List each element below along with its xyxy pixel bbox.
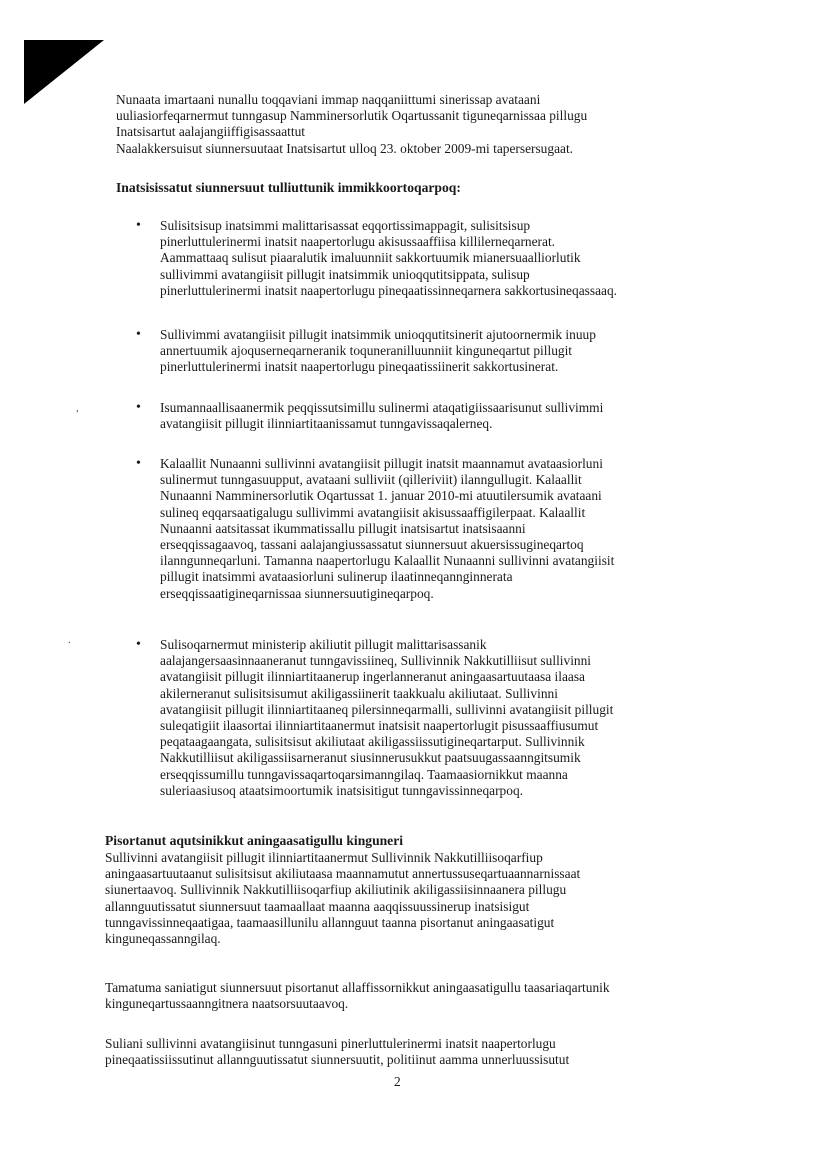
bullet-line: avatangiisit pillugit ilinniartitaaneq pilersinneqarmalli, sullivinni avatangiisit pillugit <box>160 701 614 717</box>
header-line: uuliasiorfeqarnermut tunngasup Namminersorlutik Oqartussanit tiguneqarnissaa pillugu <box>116 108 588 124</box>
paragraph-line: Tamatuma saniatigut siunnersuut pisortanut allaffissornikkut aningaasatigullu taasariaqartunik <box>105 980 610 995</box>
paragraph-line: Sullivinni avatangiisit pillugit ilinniartitaanermut Sullivinnik Nakkutilliisoqarfiup <box>105 850 543 865</box>
header-line: Inatsisartut aalajangiiffigisassaattut <box>116 124 306 140</box>
bullet-icon: • <box>136 637 141 652</box>
bullet-line: sulineq eqqarsaatigalugu sullivimmi avatangiisit akisussaaffigilerpaat. Kalaallit <box>160 504 586 520</box>
paragraph-line: Suliani sullivinni avatangiisinut tunngasuni pinerluttulerinermi inatsit naapertorlugu <box>105 1036 556 1051</box>
bullet-line: avatangiisit pillugit ilinniartitaanerup ingerlanneranut aningaasartuutaasa ilaasa <box>160 669 585 685</box>
bullet-text <box>160 327 740 376</box>
bullet-text <box>160 637 740 799</box>
document-header <box>116 92 756 157</box>
paragraph-line: pineqaatissiissutinut allannguutissatut siunnersuutit, politiinut aamma unnerluussisutut <box>105 1052 570 1068</box>
bullet-line: sullivimmi avatangiisit pillugit inatsimmik unioqqutitsippata, sulisup <box>160 266 530 282</box>
paragraph-line: siunertaavoq. Sullivinnik Nakkutilliisoqarfiup akiliutinik akiligassiisinnaanera pillugu <box>105 882 567 898</box>
bullet-line: erseqqissaatigineqarnissaa siunnersuutigineqarpoq. <box>160 585 434 601</box>
bullet-line: erseqqissumillu tunngavissaqartoqarsimanngilaq. Taamaasiornikkut maanna <box>160 766 568 782</box>
bullet-line: Kalaallit Nunaanni sullivinni avatangiisit pillugit inatsit maannamut avataasiorluni <box>160 456 603 471</box>
paragraph-line: aningaasartuutaanut sulisitsisut akiliutaasa maannamutut annertussuseqartuaannarnissaat <box>105 866 581 882</box>
bullet-line: ilanngunneqarluni. Tamanna naapertorlugu Kalaallit Nunaanni sullivinni avatangiisit <box>160 553 615 569</box>
paragraph-line: kinguneqassanngilaq. <box>105 931 221 947</box>
bullet-line: Aammattaaq sulisut piaaralutik imaluunniit sakkortuumik mianersuaalliorlutik <box>160 250 581 266</box>
page-number: 2 <box>394 1074 401 1089</box>
bullet-line: pinerluttulerinermi inatsit naapertorlugu akisussaaffiisa killilerneqarnerat. <box>160 234 556 250</box>
scan-mark: . <box>68 634 71 646</box>
bullet-line: akilerneranut sulisitsisumut akiligassiinerit taakkualu akiliutaat. Sullivinni <box>160 685 558 701</box>
bullet-line: sulinermut tunngasuupput, avataani sulliviit (qilleriviit) ilanngullugit. Kalaallit <box>160 472 582 488</box>
paragraph-line: tunngavissinneqaatigaa, taamaasillunilu allannguut taanna pisortanut aningaasatigut <box>105 914 555 930</box>
paragraph-line: allannguutissatut siunnersuut taamaallaat maanna aaqqissuussinerup inatsisigut <box>105 898 530 914</box>
bullet-text <box>160 456 740 602</box>
bullet-icon: • <box>136 218 141 233</box>
bullet-line: avatangiisit pillugit ilinniartitaanissamut tunngavissaqalerneq. <box>160 416 493 432</box>
bullet-line: aalajangersaasinnaaneranut tunngavissiineq, Sullivinnik Nakkutilliisut sullivinni <box>160 653 592 669</box>
bullet-line: suleriaasiusoq ataatsimoortumik inatsisitigut tunngavissinneqarpoq. <box>160 782 523 798</box>
header-line: Nunaata imartaani nunallu toqqaviani immap naqqaniittumi sinerissap avataani <box>116 92 541 107</box>
bullet-text <box>160 218 740 299</box>
section-heading-consequences: Pisortanut aqutsinikkut aningaasatigullu kinguneri <box>105 833 404 848</box>
bullet-line: Sullivimmi avatangiisit pillugit inatsimmik unioqqutitsinerit ajutoornermik inuup <box>160 327 596 342</box>
bullet-line: pinerluttulerinermi inatsit naapertorlugu pineqaatissinneqarnera sakkortusineqassaaq. <box>160 282 617 298</box>
bullet-icon: • <box>136 327 141 342</box>
bullet-line: Nunaanni Namminersorlutik Oqartussat 1. januar 2010-mi atuutilersumik avataani <box>160 488 602 504</box>
bullet-line: peqataagaangata, sulisitsisut akiliutaat akiligassiissutigineqartarput. Sullivinnik <box>160 734 585 750</box>
bullet-text <box>160 400 740 432</box>
header-line: Naalakkersuisut siunnersuutaat Inatsisartut ulloq 23. oktober 2009-mi tapersersugaat. <box>116 140 574 156</box>
bullet-line: Isumannaallisaanermik peqqissutsimillu sulinermi ataqatigiissaarisunut sullivimmi <box>160 400 604 415</box>
bullet-line: Sulisoqarnermut ministerip akiliutit pillugit malittarisassanik <box>160 637 487 652</box>
bullet-line: erseqqissagaavoq, tassani aalajangiussassatut siunnersuut akuersissugineqartoq <box>160 537 584 553</box>
bullet-icon: • <box>136 400 141 415</box>
paragraph-line: kinguneqartussaanngitnera naatsorsuutaavoq. <box>105 996 349 1012</box>
paragraph <box>105 850 745 947</box>
paragraph <box>105 1036 745 1068</box>
paragraph <box>105 980 745 1012</box>
corner-triangle-mark <box>24 40 104 104</box>
bullet-line: pillugit inatsimmi avataasiorluni sulinerup ilaatinneqannginnerata <box>160 569 513 585</box>
section-heading-contents: Inatsisissatut siunnersuut tulliuttunik immikkoortoqarpoq: <box>116 180 461 195</box>
bullet-line: Nunaanni aatsitassat ikummatissallu pillugit inatsisartut inatsisaanni <box>160 520 526 536</box>
bullet-line: Sulisitsisup inatsimmi malittarisassat eqqortissimappagit, sulisitsisup <box>160 218 531 233</box>
scan-mark: , <box>76 402 79 414</box>
bullet-icon: • <box>136 456 141 471</box>
bullet-line: suleqatigiit ilaasortai ilinniartitaanermut inatsisit naapertorlugit pisussaaffiusumut <box>160 718 599 734</box>
bullet-line: annertuumik ajoquserneqarneranik toquneranilluunniit kinguneqartut pillugit <box>160 343 573 359</box>
bullet-line: pinerluttulerinermi inatsit naapertorlugu pineqaatissiinerit sakkortusinerat. <box>160 359 559 375</box>
bullet-line: Nakkutilliisut akiligassiisarneranut siusinnerusukkut paatsuugassaanngitsumik <box>160 750 581 766</box>
